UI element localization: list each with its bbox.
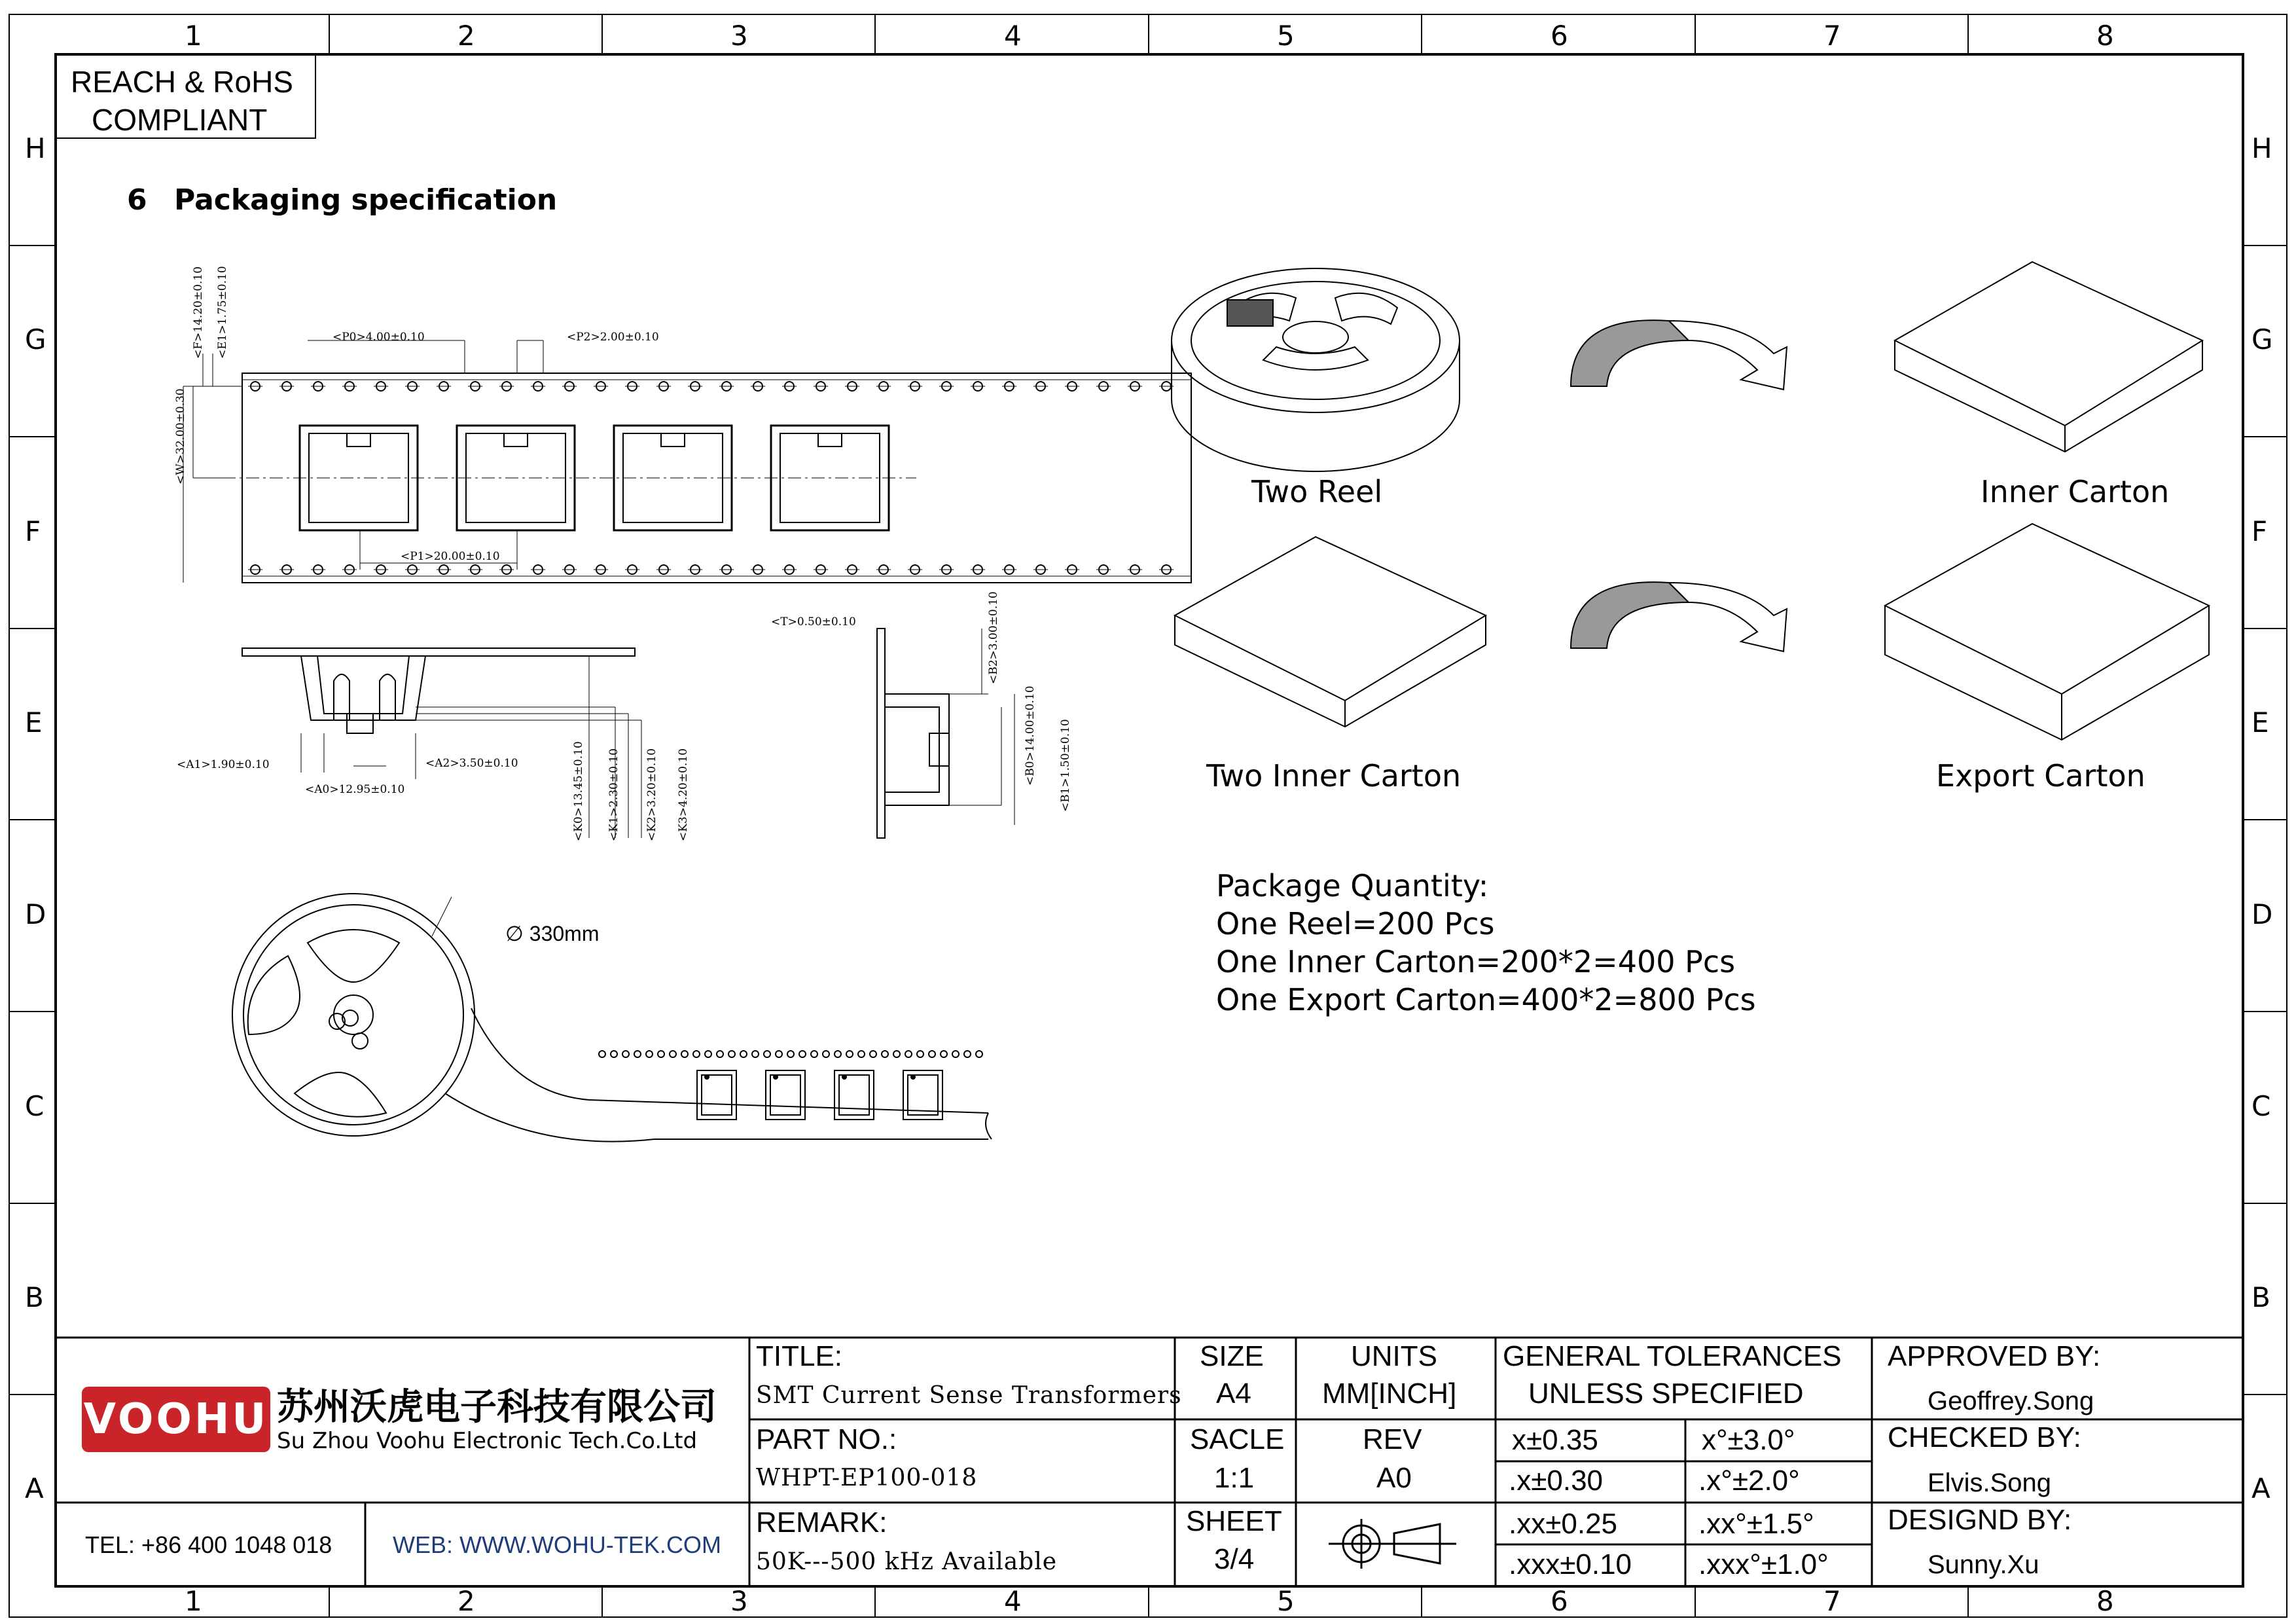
- zone-row-right-a: A: [2251, 1472, 2270, 1504]
- reel-tape-pockets: [589, 1041, 1047, 1133]
- part-no-label: PART NO.:: [756, 1423, 897, 1455]
- reel-tape-hole: [622, 1051, 629, 1057]
- package-quantity-line-1: One Reel=200 Pcs: [1216, 906, 1495, 941]
- zone-col-top-2: 2: [457, 20, 475, 52]
- title-label: TITLE:: [756, 1340, 843, 1372]
- reel-tape-hole: [834, 1051, 841, 1057]
- remark-label: REMARK:: [756, 1506, 888, 1539]
- zone-row-right-f: F: [2251, 515, 2268, 547]
- remark-value: 50K---500 kHz Available: [756, 1548, 1058, 1575]
- zone-col-bottom-6: 6: [1551, 1585, 1568, 1617]
- approved-by-value: Geoffrey.Song: [1928, 1387, 2094, 1415]
- reel-tape-hole: [611, 1051, 617, 1057]
- reel-tape-hole: [858, 1051, 865, 1057]
- dim-k2: <K2>3.20±0.10: [645, 748, 658, 841]
- package-quantity-heading: Package Quantity:: [1216, 868, 1489, 903]
- zone-row-right-h: H: [2251, 132, 2272, 164]
- reel-tape-hole: [740, 1051, 747, 1057]
- tolerance-angle-3: .xxx°±1.0°: [1698, 1548, 1829, 1580]
- reel-tape-hole: [658, 1051, 664, 1057]
- reel-tape-hole: [634, 1051, 641, 1057]
- label-two-inner-carton: Two Inner Carton: [1206, 758, 1462, 793]
- zone-row-left-a: A: [25, 1472, 44, 1504]
- dim-b0: <B0>14.00±0.10: [1024, 685, 1037, 786]
- dim-a2: <A2>3.50±0.10: [425, 757, 518, 770]
- zone-col-bottom-5: 5: [1277, 1585, 1295, 1617]
- tolerances-title-1: GENERAL TOLERANCES: [1503, 1340, 1842, 1372]
- sheet-value: 3/4: [1214, 1543, 1255, 1575]
- zone-row-left-g: G: [25, 323, 46, 356]
- units-value: MM[INCH]: [1322, 1377, 1457, 1410]
- company-logo: VOOHU: [82, 1387, 270, 1452]
- reel-tape-hole: [787, 1051, 794, 1057]
- section-title: Packaging specification: [174, 183, 558, 217]
- designed-by-value: Sunny.Xu: [1928, 1550, 2039, 1579]
- dim-p2: <P2>2.00±0.10: [567, 331, 659, 344]
- dim-k1: <K1>2.30±0.10: [607, 748, 620, 841]
- reel-tape-hole: [693, 1051, 700, 1057]
- company-name-en: Su Zhou Voohu Electronic Tech.Co.Ltd: [277, 1428, 698, 1454]
- section-number: 6: [127, 183, 147, 217]
- dim-f: <F>14.20±0.10: [192, 266, 205, 359]
- reel-tape-hole: [646, 1051, 653, 1057]
- rev-label: REV: [1363, 1423, 1422, 1455]
- zone-col-bottom-8: 8: [2096, 1585, 2114, 1617]
- zone-row-left-b: B: [25, 1281, 44, 1313]
- reel-tape-hole: [811, 1051, 817, 1057]
- reel-tape-hole: [929, 1051, 935, 1057]
- reel-tape-hole: [952, 1051, 959, 1057]
- reel-tape-hole: [681, 1051, 688, 1057]
- dim-k3: <K3>4.20±0.10: [677, 748, 690, 841]
- reel-tape-hole: [717, 1051, 723, 1057]
- dim-a1: <A1>1.90±0.10: [177, 758, 270, 771]
- zone-col-bottom-3: 3: [730, 1585, 748, 1617]
- dim-a0: <A0>12.95±0.10: [305, 783, 405, 796]
- reel-tape-hole: [917, 1051, 924, 1057]
- company-web: WEB: WWW.WOHU-TEK.COM: [393, 1531, 721, 1558]
- reel-tape-hole: [670, 1051, 676, 1057]
- label-inner-carton: Inner Carton: [1981, 474, 2170, 509]
- zone-col-bottom-7: 7: [1823, 1585, 1841, 1617]
- compliance-line-1: REACH & RoHS: [71, 65, 293, 99]
- package-quantity-line-2: One Inner Carton=200*2=400 Pcs: [1216, 944, 1736, 979]
- dim-p1: <P1>20.00±0.10: [401, 550, 500, 563]
- scale-value: 1:1: [1214, 1462, 1255, 1494]
- units-label: UNITS: [1351, 1340, 1437, 1372]
- checked-by-label: CHECKED BY:: [1888, 1421, 2081, 1453]
- reel-tape-hole: [882, 1051, 888, 1057]
- tolerance-angle-1: .x°±2.0°: [1698, 1465, 1800, 1497]
- size-value: A4: [1216, 1377, 1251, 1410]
- tolerance-angle-0: x°±3.0°: [1702, 1424, 1795, 1456]
- title-value: SMT Current Sense Transformers: [756, 1382, 1182, 1409]
- reel-tape-hole: [893, 1051, 900, 1057]
- approved-by-label: APPROVED BY:: [1888, 1340, 2101, 1372]
- reel-diameter-label: ∅ 330mm: [505, 922, 600, 945]
- reel-tape-hole: [728, 1051, 735, 1057]
- zone-row-right-c: C: [2251, 1090, 2271, 1122]
- reel-tape-hole: [976, 1051, 982, 1057]
- zone-row-right-g: G: [2251, 323, 2273, 356]
- compliance-line-2: COMPLIANT: [92, 103, 268, 137]
- company-tel: TEL: +86 400 1048 018: [85, 1531, 332, 1558]
- zone-col-top-1: 1: [185, 20, 202, 52]
- reel-tape-hole: [846, 1051, 853, 1057]
- zone-row-right-b: B: [2251, 1281, 2270, 1313]
- dim-b1: <B1>1.50±0.10: [1059, 719, 1072, 812]
- dim-w: <W>32.00±0.30: [174, 388, 187, 484]
- zone-col-top-6: 6: [1551, 20, 1568, 52]
- label-two-reel: Two Reel: [1251, 474, 1383, 509]
- reel-tape-hole: [799, 1051, 806, 1057]
- zone-row-right-e: E: [2251, 706, 2269, 739]
- zone-row-left-d: D: [25, 898, 46, 930]
- zone-row-left-c: C: [25, 1090, 45, 1122]
- zone-row-left-e: E: [25, 706, 43, 739]
- designed-by-label: DESIGND BY:: [1888, 1504, 2072, 1536]
- label-export-carton: Export Carton: [1936, 758, 2145, 793]
- reel-tape-hole: [905, 1051, 912, 1057]
- zone-col-bottom-2: 2: [457, 1585, 475, 1617]
- scale-label: SACLE: [1190, 1423, 1285, 1455]
- zone-row-right-d: D: [2251, 898, 2273, 930]
- reel-tape-hole: [870, 1051, 876, 1057]
- zone-col-top-3: 3: [730, 20, 748, 52]
- size-label: SIZE: [1200, 1340, 1264, 1372]
- zone-col-top-4: 4: [1004, 20, 1022, 52]
- zone-row-left-h: H: [25, 132, 46, 164]
- dim-b2: <B2>3.00±0.10: [987, 591, 1000, 684]
- zone-row-left-f: F: [25, 515, 41, 547]
- reel-icon: [1172, 268, 1460, 471]
- zone-col-bottom-4: 4: [1004, 1585, 1022, 1617]
- tolerance-angle-2: .xx°±1.5°: [1698, 1508, 1814, 1540]
- zone-col-top-5: 5: [1277, 20, 1295, 52]
- rev-value: A0: [1376, 1462, 1412, 1494]
- tolerance-linear-2: .xx±0.25: [1509, 1508, 1618, 1540]
- dim-k0: <K0>13.45±0.10: [572, 741, 585, 841]
- company-name-cn: 苏州沃虎电子科技有限公司: [277, 1386, 717, 1429]
- tolerances-title-2: UNLESS SPECIFIED: [1528, 1377, 1804, 1410]
- reel-tape-hole: [776, 1051, 782, 1057]
- tolerance-linear-1: .x±0.30: [1509, 1465, 1604, 1497]
- dim-e1: <E1>1.75±0.10: [216, 266, 229, 359]
- tolerance-linear-0: x±0.35: [1512, 1424, 1598, 1456]
- package-quantity-line-3: One Export Carton=400*2=800 Pcs: [1216, 982, 1756, 1017]
- sheet-label: SHEET: [1186, 1505, 1282, 1537]
- reel-tape-hole: [764, 1051, 770, 1057]
- reel-tape-hole: [941, 1051, 947, 1057]
- part-no-value: WHPT-EP100-018: [756, 1465, 978, 1491]
- reel-tape-hole: [964, 1051, 971, 1057]
- zone-col-bottom-1: 1: [185, 1585, 202, 1617]
- reel-tape-hole: [823, 1051, 829, 1057]
- zone-col-top-8: 8: [2096, 20, 2114, 52]
- zone-col-top-7: 7: [1823, 20, 1841, 52]
- tolerance-linear-3: .xxx±0.10: [1509, 1548, 1632, 1580]
- dim-p0: <P0>4.00±0.10: [332, 331, 425, 344]
- reel-tape-hole: [705, 1051, 711, 1057]
- dim-t: <T>0.50±0.10: [771, 615, 856, 629]
- reel-tape-hole: [752, 1051, 759, 1057]
- reel-tape-hole: [599, 1051, 605, 1057]
- checked-by-value: Elvis.Song: [1928, 1468, 2051, 1497]
